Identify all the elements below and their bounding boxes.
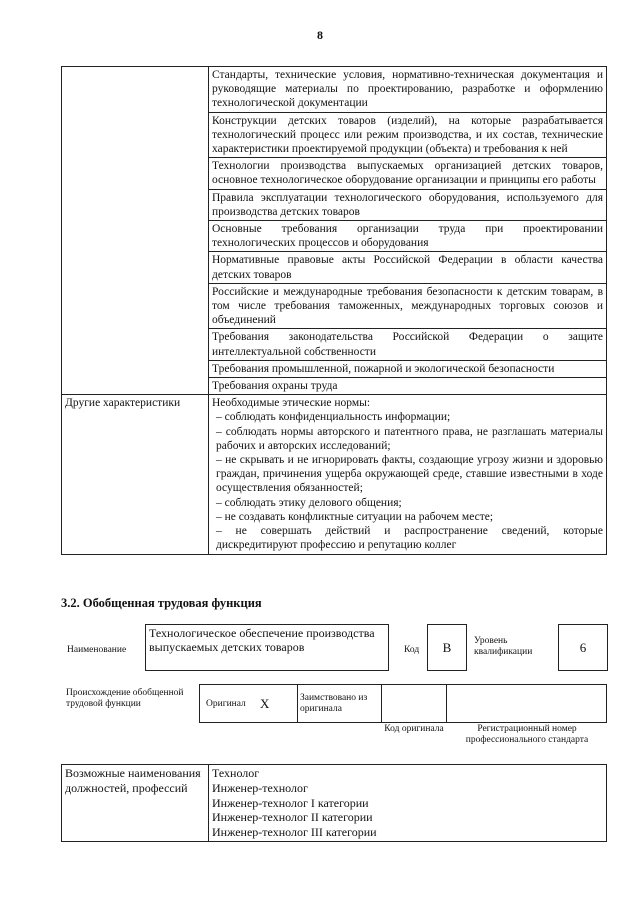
table-cell: Конструкции детских товаров (изделий), на которые разрабатывается технологический процесс или режим производства, и их состав, технические характеристики проектируемой продукции (объекта) и требования к ней (209, 112, 607, 158)
list-item: Инженер-технолог I категории (212, 795, 369, 810)
table-row (62, 765, 607, 842)
name-label: Наименование (67, 645, 127, 655)
table-cell: Требования охраны труда (209, 378, 607, 395)
table-cell: Требования промышленной, пожарной и экологической безопасности (209, 360, 607, 377)
registration-number-caption: Регистрационный номер профессионального стандарта (465, 724, 589, 745)
function-name-box: Технологическое обеспечение производства выпускаемых детских товаров (145, 624, 389, 671)
origin-divider (297, 684, 298, 723)
origin-divider (381, 684, 382, 723)
list-item: – не создавать конфликтные ситуации на рабочем месте; (216, 510, 494, 523)
list-item: – не скрывать и не игнорировать факты, создающие угрозу жизни и здоровью граждан, причинения ущерба окружающей среде, ставшие известными в ходе осуществления обязанностей; (216, 454, 603, 495)
ethics-cell (209, 395, 607, 554)
list-item: – соблюдать нормы авторского и патентного права, не разглашать материалы рабочих и авторских исследований; (216, 425, 603, 452)
original-code-caption: Код оригинала (384, 724, 444, 734)
ethics-intro: Необходимые этические нормы: (212, 397, 371, 410)
original-label: Оригинал (206, 699, 246, 709)
table-row (62, 395, 607, 554)
table-row (62, 67, 607, 113)
job-titles-label: Возможные наименования должностей, профессий (62, 765, 209, 842)
list-item: Инженер-технолог II категории (212, 810, 373, 825)
origin-divider (446, 684, 447, 723)
table-cell: Основные требования организации труда при проектировании технологических процессов и оборудования (209, 221, 607, 252)
other-characteristics-label: Другие характеристики (62, 395, 209, 554)
code-value-box: B (427, 624, 467, 671)
table-cell: Технологии производства выпускаемых организацией детских товаров, основное технологическое оборудование организации и принципы его работы (209, 158, 607, 189)
list-item: Инженер-технолог III категории (212, 825, 377, 840)
list-item: Инженер-технолог (212, 780, 308, 795)
section-title: 3.2. Обобщенная трудовая функция (61, 596, 262, 610)
knowledge-table (61, 66, 607, 555)
job-titles-cell (209, 765, 607, 842)
table-cell: Правила эксплуатации технологического оборудования, используемого для производства детских товаров (209, 189, 607, 220)
borrowed-label: Заимствовано из оригинала (300, 693, 368, 714)
qualification-level-box: 6 (558, 624, 608, 671)
list-item: Технолог (212, 766, 260, 780)
table-cell: Стандарты, технические условия, нормативно-техническая документация и руководящие материалы по проектированию, разработке и оформлению технологической документации (209, 67, 607, 113)
table-cell: Нормативные правовые акты Российской Федерации в области качества детских товаров (209, 252, 607, 283)
page-number: 8 (317, 28, 323, 42)
job-titles-table (61, 764, 607, 842)
table-label-cell (62, 67, 209, 395)
list-item: – не совершать действий и распространение сведений, которые дискредитируют профессию и репутацию коллег (216, 525, 603, 552)
table-cell: Российские и международные требования безопасности к детским товарам, в том числе требования таможенных, международных торговых союзов и объединений (209, 283, 607, 329)
list-item: – соблюдать конфиденциальность информации; (216, 411, 451, 424)
qualification-level-label: Уровень квалификации (474, 636, 533, 657)
original-checkmark: X (260, 696, 270, 711)
table-cell: Требования законодательства Российской Федерации о защите интеллектуальной собственности (209, 329, 607, 360)
origin-label: Происхождение обобщенной трудовой функции (66, 688, 184, 709)
code-label: Код (404, 645, 420, 655)
list-item: – соблюдать этику делового общения; (216, 496, 402, 509)
